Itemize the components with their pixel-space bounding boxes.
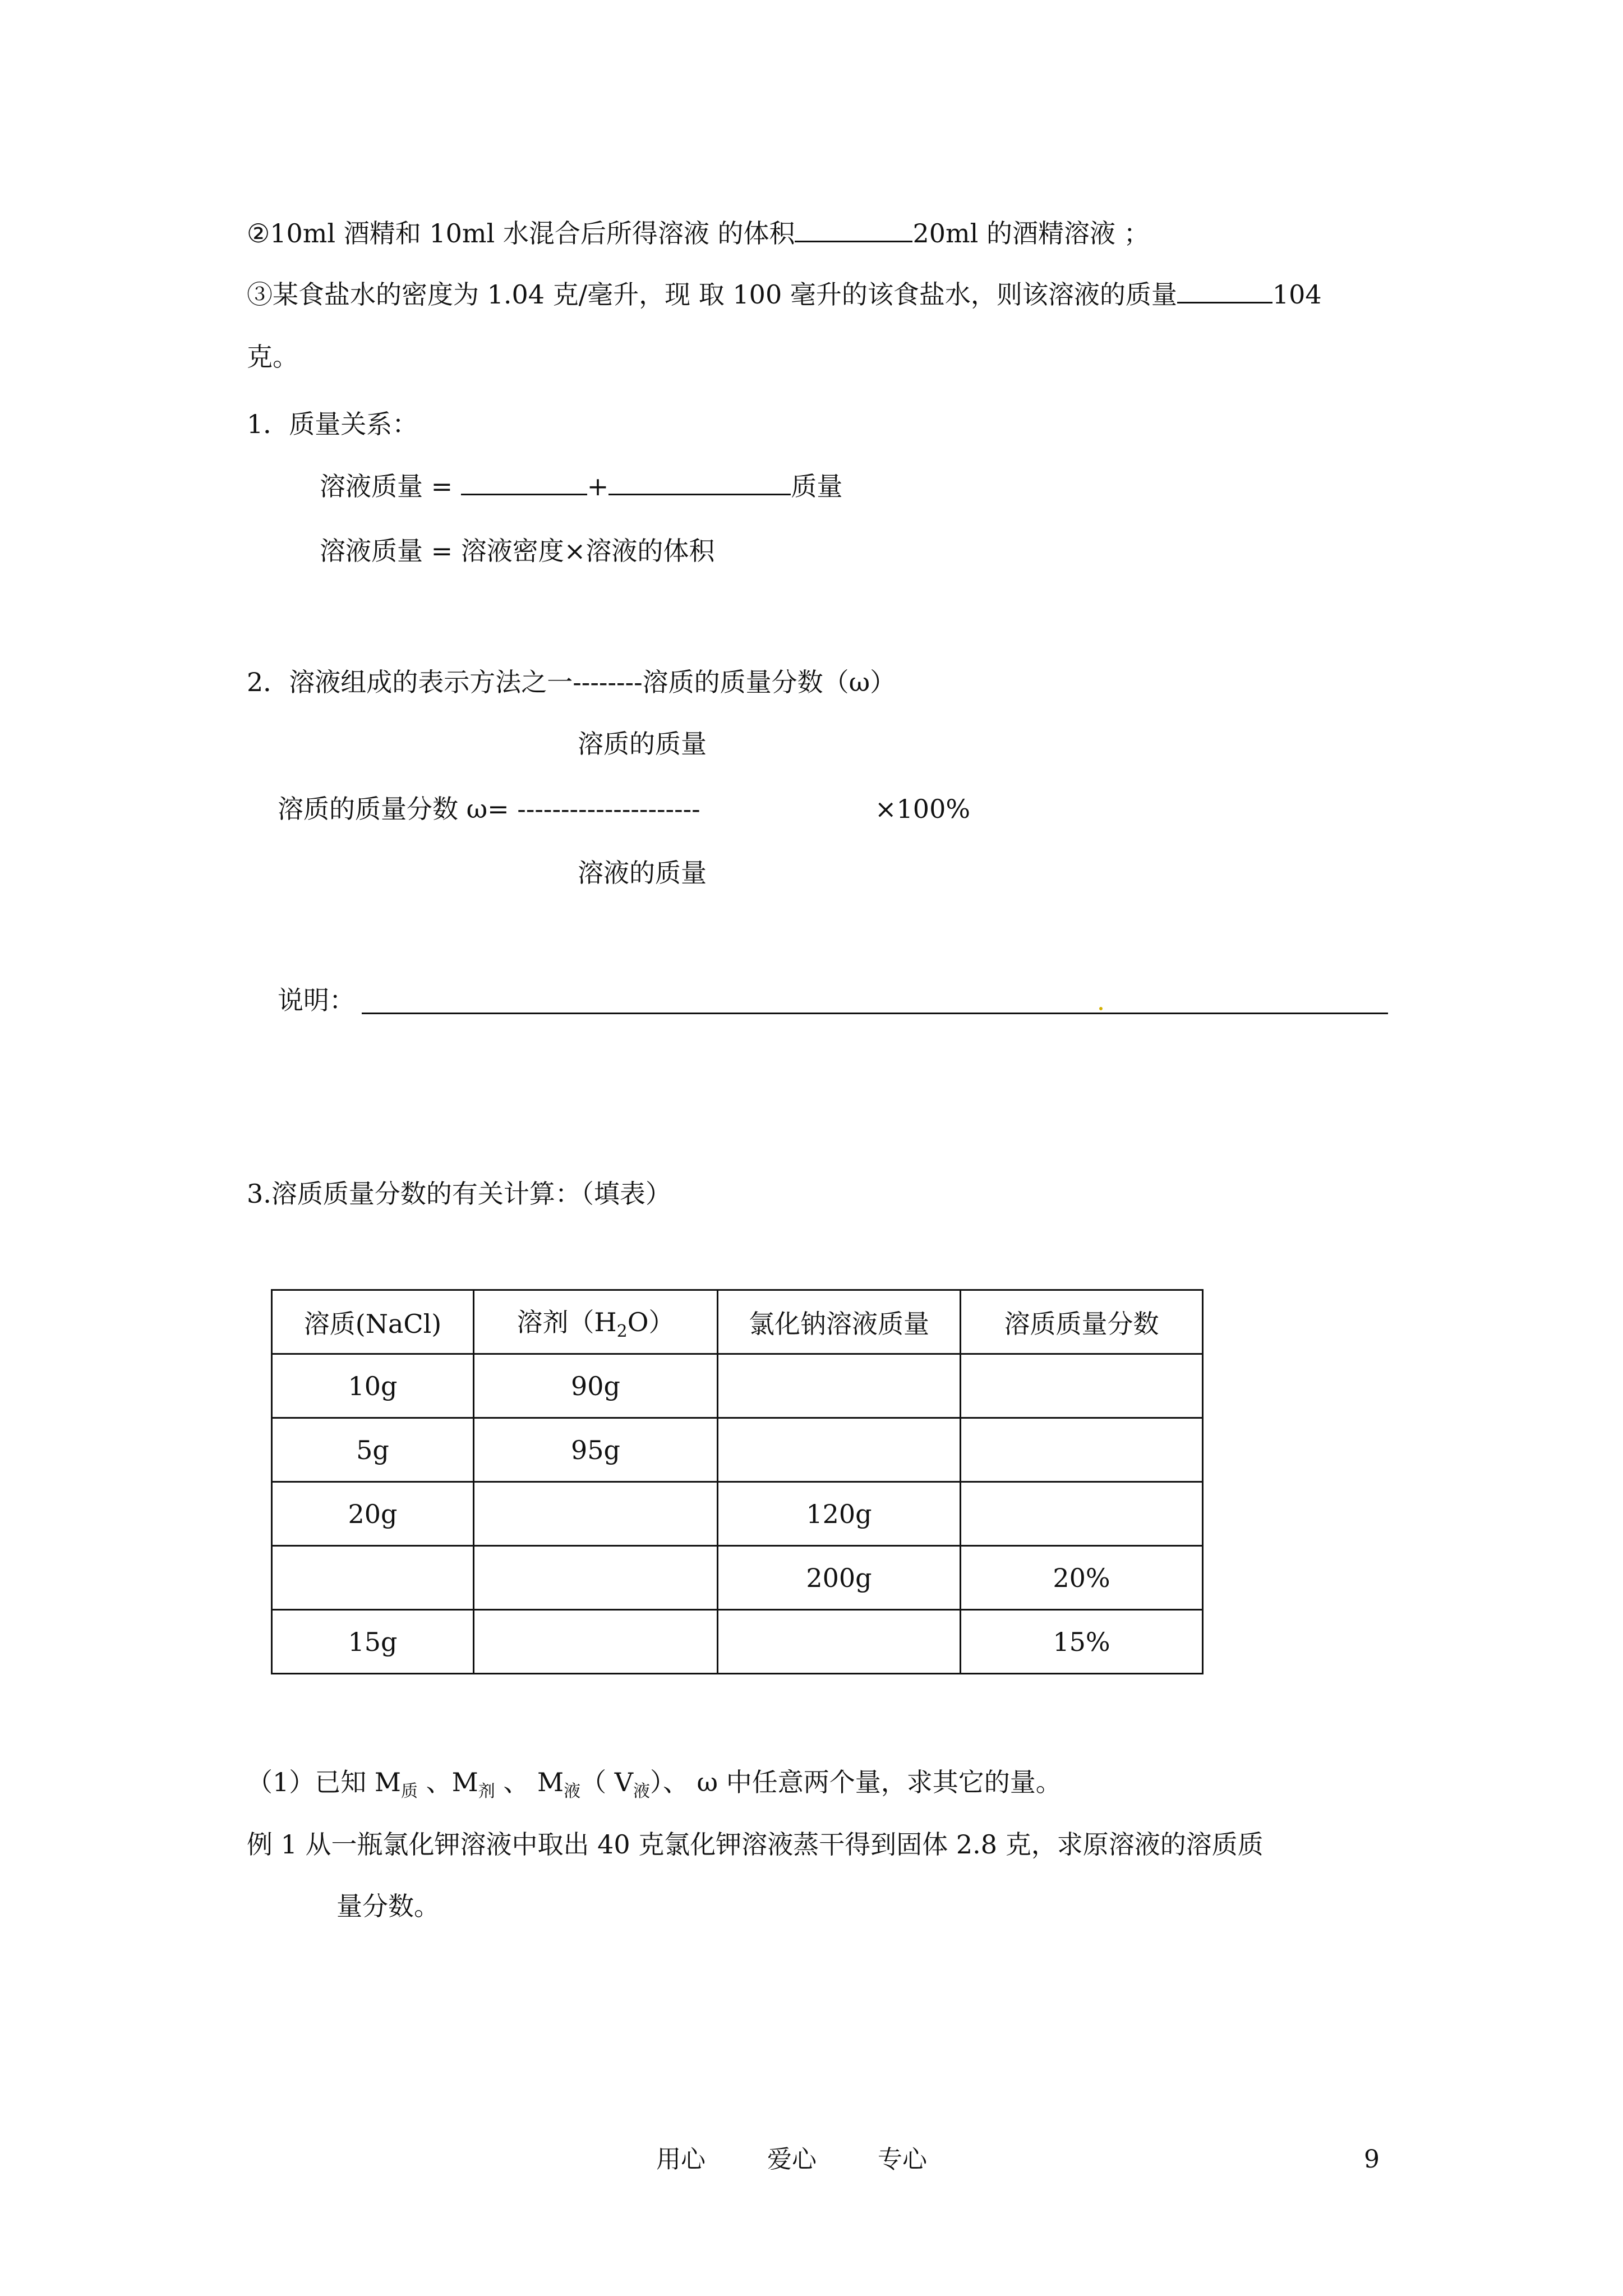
mass-equation-2: 溶液质量 = 溶液密度×溶液的体积 (320, 536, 715, 566)
table-cell: 200g (718, 1546, 961, 1610)
table-cell: 20% (961, 1546, 1203, 1610)
table-header-row (272, 1290, 1203, 1354)
item-3-text: ③某食盐水的密度为 1.04 克/毫升，现 取 100 毫升的该食盐水，则该溶液的质量 (247, 279, 1177, 310)
table-cell: 10g (272, 1354, 474, 1418)
example-1-line-1: 例 1 从一瓶氯化钾溶液中取出 40 克氯化钾溶液蒸干得到固体 2.8 克，求原溶液的溶质质 (247, 1829, 1264, 1860)
table-cell[interactable] (474, 1546, 718, 1610)
table-cell: 20g (272, 1482, 474, 1546)
question-1: （1）已知 $M_质$ 、$M_剂$ 、 $M_液$（ $V_液$）、 ω 中任意两个量，求其它的量。 (247, 1767, 1062, 1802)
item-2-line (247, 216, 1150, 250)
plus-sign: + (587, 471, 609, 501)
table-row (272, 1482, 1203, 1546)
section-3-title: 3.溶质质量分数的有关计算：（填表） (247, 1179, 671, 1209)
table-cell: 15g (272, 1610, 474, 1674)
note-answer-line[interactable] (362, 1013, 1388, 1014)
fraction-numerator: 溶质的质量 (578, 729, 707, 759)
header-solute: 溶质(NaCl) (272, 1290, 474, 1354)
item-3-line (247, 277, 1322, 311)
mass-equation-1-right: 质量 (791, 471, 843, 501)
table-cell[interactable] (961, 1482, 1203, 1546)
table-row (272, 1418, 1203, 1482)
table-cell: 90g (474, 1354, 718, 1418)
table-cell[interactable] (272, 1546, 474, 1610)
footer-slogan-3: 专心 (878, 2145, 927, 2174)
item-3-continued: 克。 (247, 342, 298, 372)
table-cell[interactable] (961, 1418, 1203, 1482)
mass-equation-1-left: 溶液质量 = (320, 471, 461, 501)
header-solution-mass: 氯化钠溶液质量 (718, 1290, 961, 1354)
table-cell: 95g (474, 1418, 718, 1482)
solute-blank[interactable] (461, 469, 587, 495)
footer-slogan-2: 爱心 (767, 2145, 817, 2174)
stray-dot (1099, 1007, 1103, 1010)
mass-fraction-formula: 溶质的质量分数 ω= --------------------- (278, 794, 700, 824)
table-cell[interactable] (961, 1354, 1203, 1418)
fraction-denominator: 溶液的质量 (578, 858, 707, 888)
mass-equation-1 (320, 469, 842, 503)
times-100-percent: ×100% (875, 794, 971, 824)
table-row (272, 1354, 1203, 1418)
item-3-blank[interactable] (1177, 277, 1272, 303)
table-cell: 15% (961, 1610, 1203, 1674)
item-2-text: ②10ml 酒精和 10ml 水混合后所得溶液 的体积 (247, 218, 795, 249)
table-cell: 5g (272, 1418, 474, 1482)
note-label: 说明： (278, 985, 355, 1015)
page-number: 9 (1364, 2145, 1380, 2174)
item-2-text-end: 20ml 的酒精溶液 ； (912, 218, 1150, 249)
table-cell[interactable] (718, 1354, 961, 1418)
table-row (272, 1546, 1203, 1610)
header-mass-fraction: 溶质质量分数 (961, 1290, 1203, 1354)
example-1-line-2: 量分数。 (336, 1891, 440, 1921)
table-row (272, 1610, 1203, 1674)
table-cell[interactable] (474, 1610, 718, 1674)
table-cell[interactable] (474, 1482, 718, 1546)
table-cell: 120g (718, 1482, 961, 1546)
footer-slogan-1: 用心 (656, 2145, 706, 2174)
item-2-blank[interactable] (795, 216, 912, 242)
table-cell[interactable] (718, 1610, 961, 1674)
table-cell[interactable] (718, 1418, 961, 1482)
calculation-table (271, 1289, 1204, 1674)
section-1-title: 1．质量关系： (247, 409, 418, 439)
solvent-blank[interactable] (608, 469, 791, 495)
item-3-text-end: 104 (1272, 279, 1322, 310)
header-solvent: 溶剂$(H_2O)$ (474, 1290, 718, 1354)
section-2-title: 2．溶液组成的表示方法之一--------溶质的质量分数（ω） (247, 667, 896, 697)
